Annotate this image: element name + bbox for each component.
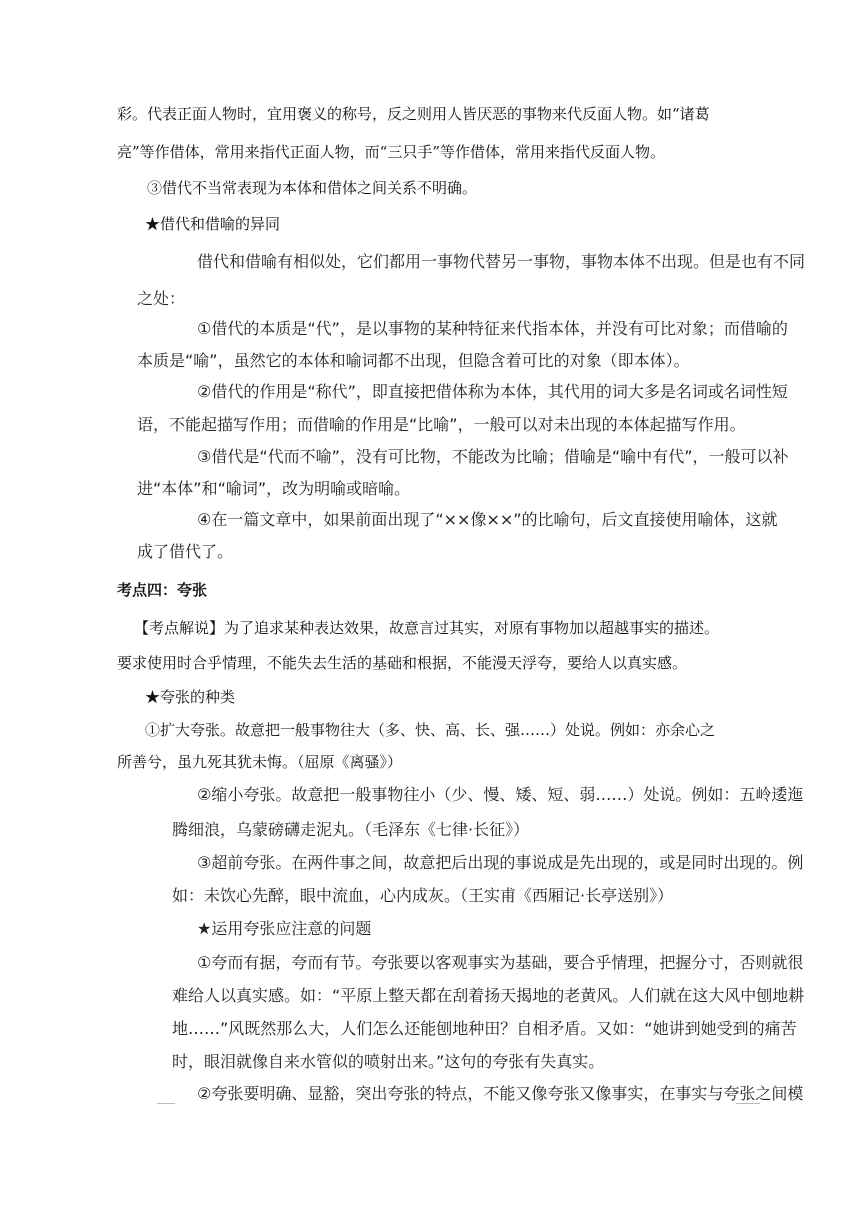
paragraph-line: 如：未饮心先醉，眼中流血，心内成灰。（王实甫《西厢记·长亭送别》） xyxy=(172,886,674,905)
paragraph-line: ④在一篇文章中，如果前面出现了“××像××”的比喻句，后文直接使用喻体，这就 xyxy=(197,510,778,529)
paragraph-line: 所善兮，虽九死其犹未悔。（屈原《离骚》） xyxy=(117,753,403,771)
paragraph-line: 腾细浪，乌蒙磅礴走泥丸。（毛泽东《七律·长征》） xyxy=(172,820,530,839)
section-heading: ★运用夸张应注意的问题 xyxy=(197,919,372,938)
paragraph-line: 之处： xyxy=(137,289,186,308)
paragraph-line: 借代和借喻有相似处，它们都用一事物代替另一事物，事物本体不出现。但是也有不同 xyxy=(197,252,806,271)
paragraph-line: 彩。代表正面人物时，宜用褒义的称号，反之则用人皆厌恶的事物来代反面人物。如“诸葛 xyxy=(117,105,710,123)
section-heading: ★夸张的种类 xyxy=(145,688,236,706)
paragraph-line: 难给人以真实感。如：“平原上整天都在刮着扬天揭地的老黄风。人们就在这大风中刨地耕 xyxy=(172,986,805,1005)
paragraph-line: 【考点解说】为了追求某种表达效果，故意言过其实，对原有事物加以超越事实的描述。 xyxy=(134,619,720,637)
paragraph-line: 本质是“喻”，虽然它的本体和喻词都不出现，但隐含着可比的对象（即本体）。 xyxy=(137,351,690,370)
footer-rule-right xyxy=(736,1103,760,1104)
footer-rule-left xyxy=(157,1103,175,1104)
paragraph-line: 成了借代了。 xyxy=(137,542,234,561)
paragraph-line: ②夸张要明确、显豁，突出夸张的特点，不能又像夸张又像事实，在事实与夸张之间模 xyxy=(197,1084,804,1103)
paragraph-line: 进“本体”和“喻词”，改为明喻或暗喻。 xyxy=(137,479,411,498)
paragraph-line: 时，眼泪就像自来水管似的喷射出来。”这句的夸张有失真实。 xyxy=(172,1052,605,1071)
paragraph-line: ①借代的本质是“代”，是以事物的某种特征来代指本体，并没有可比对象；而借喻的 xyxy=(197,319,788,338)
paragraph-line: ②缩小夸张。故意把一般事物往小（少、慢、矮、短、弱……）处说。例如：五岭逶迤 xyxy=(197,785,804,804)
paragraph-line: 亮”等作借体，常用来指代正面人物，而“三只手”等作借体，常用来指代反面人物。 xyxy=(117,143,666,161)
paragraph-line: 要求使用时合乎情理，不能失去生活的基础和根据，不能漫天浮夸，要给人以真实感。 xyxy=(117,654,688,672)
paragraph-line: ③借代不当常表现为本体和借体之间关系不明确。 xyxy=(147,179,478,197)
paragraph-line: ②借代的作用是“称代”，即直接把借体称为本体，其代用的词大多是名词或名词性短 xyxy=(197,382,788,401)
paragraph-line: ①扩大夸张。故意把一般事物往大（多、快、高、长、强……）处说。例如：亦余心之 xyxy=(145,721,716,739)
paragraph-line: ①夸而有据，夸而有节。夸张要以客观事实为基础，要合乎情理，把握分寸，否则就很 xyxy=(197,953,804,972)
paragraph-line: 地……”风既然那么大，人们怎么还能刨地种田？自相矛盾。又如：“她讲到她受到的痛苦 xyxy=(172,1019,797,1038)
paragraph-line: ③借代是“代而不喻”，没有可比物，不能改为比喻；借喻是“喻中有代”，一般可以补 xyxy=(197,447,789,466)
paragraph-line: 语，不能起描写作用；而借喻的作用是“比喻”，一般可以对未出现的本体起描写作用。 xyxy=(137,415,746,434)
section-title: 考点四：夸张 xyxy=(117,581,208,599)
paragraph-line: ③超前夸张。在两件事之间，故意把后出现的事说成是先出现的，或是同时出现的。例 xyxy=(197,853,804,872)
section-heading: ★借代和借喻的异同 xyxy=(145,215,281,233)
